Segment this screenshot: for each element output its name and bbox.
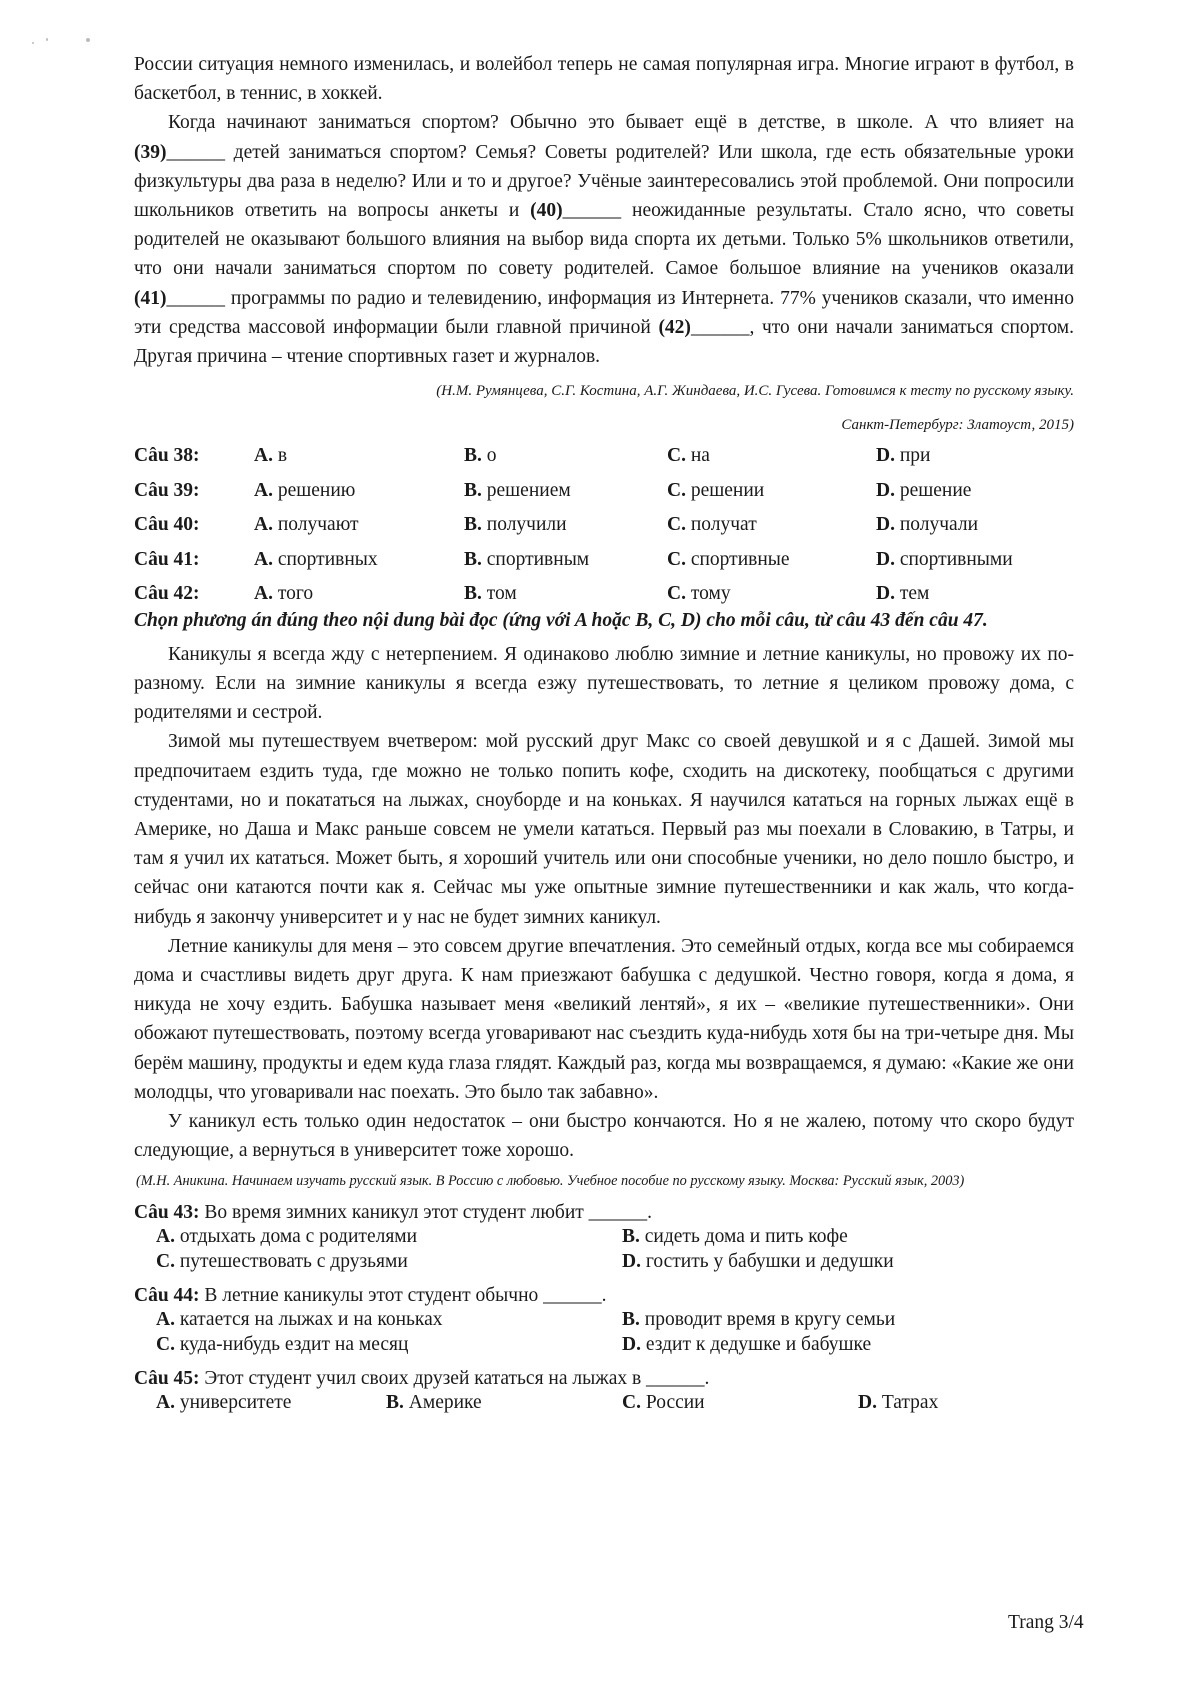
passage-source: (М.Н. Аникина. Начинаем изучать русский язык. В Россию с любовью. Учебное пособие по русскому языку. Москва: Русский язык, 2003) [136,1173,965,1190]
passage-paragraph [134,50,1074,108]
question-block [134,1365,1074,1422]
option-b: B. получили [464,514,567,536]
question-block [134,1282,1074,1359]
option-c: C. тому [667,583,731,605]
question-row [134,514,1074,549]
blank-number: (40) [530,200,563,222]
option-b: B. о [464,445,497,467]
passage-paragraph: Летние каникулы для меня – это совсем другие впечатления. Это семейный отдых, когда все мы собираемся дома и счастливы видеть друг друга. К нам приезжают бабушка с дедушкой. Честно говоря, когда я дома, я никуда не хочу ездить. Бабушка называет меня «великий лентяй», я их – «великие путешественники». Они обожают путешествовать, поэтому всегда уговаривают нас съездить куда-нибудь хотя бы на три-четыре дня. Мы берём машину, продукты и едем куда глаза глядят. Каждый раз, когда мы возвращаемся, я думаю: «Какие же они молодцы, что уговаривали нас поехать. Это было так забавно». [134,935,1074,1103]
option-d: D. гостить у бабушки и дедушки [622,1251,894,1273]
option-d: D. тем [876,583,930,605]
option-a: A. университете [156,1392,292,1414]
option-b: B. том [464,583,517,605]
option-a: A. спортивных [254,548,378,570]
option-c: C. получат [667,514,757,536]
question-label: Câu 40: [134,514,200,536]
option-d: D. спортивными [876,548,1013,570]
reading-passage-1 [134,50,1074,437]
option-a: A. того [254,583,314,605]
option-d: D. решение [876,479,972,501]
option-a: A. решению [254,479,356,501]
passage-source-line-2: Санкт-Петербург: Златоуст, 2015) [841,417,1074,434]
option-c: C. куда-нибудь ездит на месяц [156,1334,409,1356]
option-c: C. на [667,445,710,467]
passage-source-line-1: (Н.М. Румянцева, С.Г. Костина, А.Г. Жиндаева, И.С. Гусева. Готовимся к тесту по русскому языку. [436,383,1074,400]
question-label: Câu 42: [134,583,200,605]
passage-text: ______ программы по радио и телевидению, информация из Интернета. 77% учеников сказали, что именно эти средства массовой информации были главной причиной [134,287,1074,338]
option-d: D. получали [876,514,979,536]
question-block [134,1199,1074,1276]
option-d: D. Татрах [858,1392,939,1414]
question-stem: Câu 43: Во время зимних каникул этот студент любит ______. [134,1202,653,1224]
question-label: Câu 44: [134,1285,200,1307]
passage-text: ______ детей заниматься спортом? Семья? Советы родителей? Или школа, где есть обязательные уроки физкультуры два раза в неделю? Или и то и другое? Учёные заинтересовались этой проблемой. Они попросили школьников ответить на вопросы анкеты и [134,141,1074,222]
option-b: B. спортивным [464,548,590,570]
cloze-question-list [134,445,1074,618]
section-instruction: Chọn phương án đúng theo nội dung bài đọc (ứng với A hoặc B, C, D) cho mỗi câu, từ câu 43 đến câu 47. [134,609,988,631]
question-label: Câu 45: [134,1368,200,1390]
passage-paragraph [134,108,1074,371]
option-a: A. в [254,445,288,467]
question-row [134,445,1074,480]
exam-page [134,50,1074,1422]
option-c: C. спортивные [667,548,790,570]
option-d: D. при [876,445,931,467]
option-c: C. решении [667,479,765,501]
passage-paragraph: Зимой мы путешествуем вчетвером: мой русский друг Макс со своей девушкой и я с Дашей. Зимой мы предпочитаем ездить туда, где можно не только попить кофе, сходить на дискотеку, пообщаться с другими студентами, но и покататься на лыжах, сноуборде и на коньках. Я научился кататься на горных лыжах ещё в Америке, но Даша и Макс раньше совсем не умели кататься. Первый раз мы поехали в Словакию, в Татры, и там я учил их кататься. Может быть, я хороший учитель или они способные ученики, но дело пошло быстро, и сейчас они катаются почти как я. Сейчас мы уже опытные зимние путешественники и как жаль, что когда-нибудь я закончу университет и у нас не будет зимних каникул. [134,731,1074,928]
option-c: C. путешествовать с друзьями [156,1251,408,1273]
reading-passage-2 [134,640,1074,1194]
passage-text: ______, что они начали заниматься спортом. Другая причина – чтение спортивных газет и журналов. [134,316,1074,368]
passage-text: России ситуация немного изменилась, и волейбол теперь не самая популярная игра. Многие играют в футбол, в баскетбол, в теннис, в хоккей. [134,54,1074,105]
question-row [134,583,1074,618]
question-row [134,480,1074,515]
question-label: Câu 38: [134,445,200,467]
option-b: B. сидеть дома и пить кофе [622,1226,848,1248]
option-a: A. получают [254,514,359,536]
comprehension-question-list [134,1199,1074,1422]
blank-number: (39) [134,141,167,163]
option-c: C. России [622,1392,705,1414]
option-b: B. решением [464,479,571,501]
question-row [134,549,1074,584]
question-label: Câu 39: [134,479,200,501]
option-b: B. Америке [386,1392,482,1414]
passage-text: ______ неожиданные результаты. Стало ясно, что советы родителей не оказывают большого влияния на выбор вида спорта их детьми. Только 5% школьников ответили, что они начали заниматься спортом по совету родителей. Самое большое влияние на учеников оказали [134,200,1075,280]
blank-number: (41) [134,287,167,309]
passage-text: Когда начинают заниматься спортом? Обычно это бывает ещё в детстве, в школе. А что влияет на [168,112,1074,134]
passage-paragraph: У каникул есть только один недостаток – они быстро кончаются. Но я не жалею, потому что скоро будут следующие, а вернуться в университет тоже хорошо. [134,1110,1074,1162]
option-b: B. проводит время в кругу семьи [622,1309,896,1331]
option-a: A. отдыхать дома с родителями [156,1226,418,1248]
blank-number: (42) [658,316,691,338]
option-d: D. ездит к дедушке и бабушке [622,1334,872,1356]
question-stem: Câu 44: В летние каникулы этот студент обычно ______. [134,1285,607,1307]
option-a: A. катается на лыжах и на коньках [156,1309,443,1331]
question-label: Câu 43: [134,1202,200,1224]
passage-paragraph: Каникулы я всегда жду с нетерпением. Я одинаково люблю зимние и летние каникулы, но провожу их по-разному. Если на зимние каникулы я всегда езжу путешествовать, то летние я целиком провожу дома, с родителями и сестрой. [134,643,1074,724]
page-number: Trang 3/4 [1008,1612,1084,1633]
question-label: Câu 41: [134,548,200,570]
question-stem: Câu 45: Этот студент учил своих друзей кататься на лыжах в ______. [134,1368,710,1390]
